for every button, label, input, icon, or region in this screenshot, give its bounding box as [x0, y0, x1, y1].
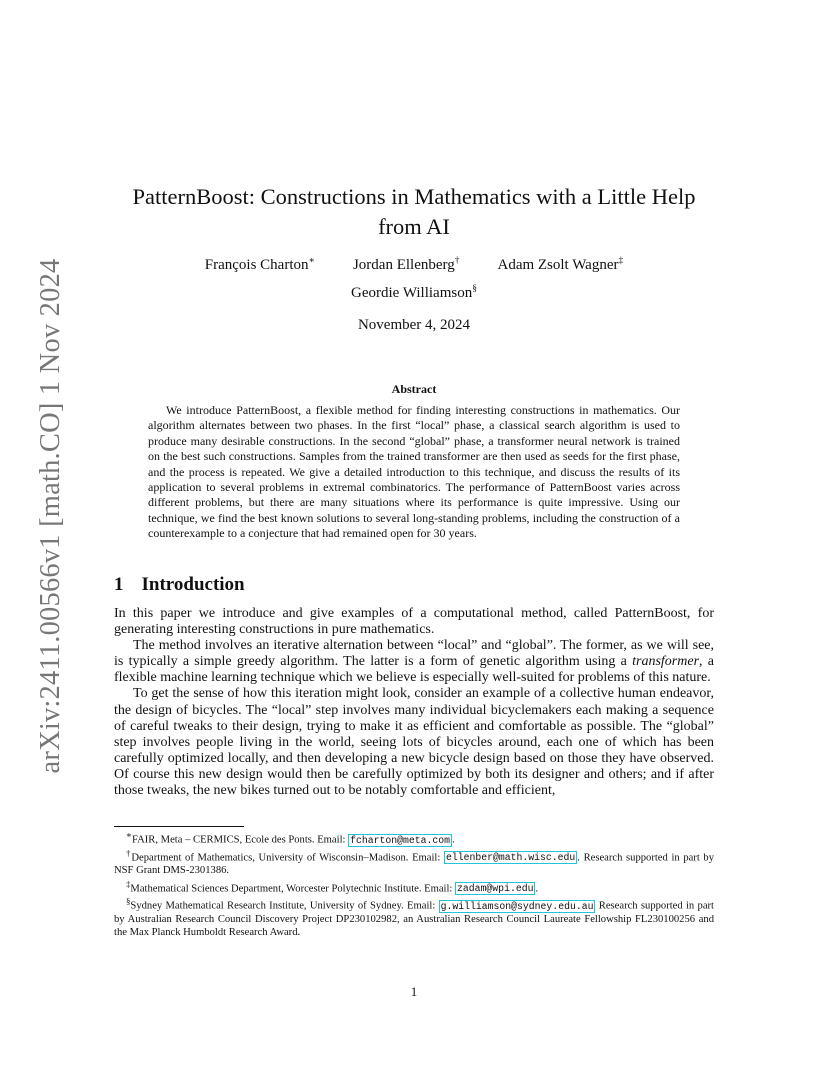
author-wagner: Adam Zsolt Wagner‡ [497, 256, 624, 273]
section-number: 1 [114, 574, 124, 595]
author-list [110, 257, 718, 274]
section-title: Introduction [141, 574, 245, 595]
emphasis-transformer: transformer [632, 654, 700, 670]
arxiv-identifier-sidebar: arXiv:2411.00566v1 [math.CO] 1 Nov 2024 [35, 258, 66, 774]
section-heading-introduction [114, 574, 245, 596]
email-link-charton[interactable]: fcharton@meta.com [350, 834, 451, 846]
paragraph-1: In this paper we introduce and give examples of a computational method, called PatternBoost, for generating interesting constructions in pure mathematics. [114, 606, 714, 638]
title-line-2: from AI [378, 214, 450, 239]
footnote-divider [114, 826, 244, 827]
author-williamson: Geordie Williamson§ [351, 284, 477, 301]
paper-title [110, 182, 718, 242]
page-number: 1 [410, 984, 418, 999]
email-link-williamson[interactable]: g.williamson@sydney.edu.au [440, 900, 594, 912]
footnote-charton: ∗FAIR, Meta – CERMICS, Ecole des Ponts. Email: fcharton@meta.com . [126, 830, 455, 846]
paragraph-3: To get the sense of how this iteration might look, consider an example of a collective human endeavor, the design of bicycles. The “local” step involves many individual bicyclemakers each making a sequence of careful tweaks to their design, trying to make it as efficient and comfortable as possible. The “global” step involves people living in the world, seeing lots of bicycles around, each one of which has been carefully optimized locally, and then developing a new bicycle design based on those they have observed. Of course this new design would then be carefully optimized by both its designer and others; and if after those tweaks, the new bikes turned out to be notably comfortable and efficient, [114, 686, 714, 799]
footnote-wagner: ‡Mathematical Sciences Department, Worcester Polytechnic Institute. Email: zadam@wpi.edu . [126, 878, 539, 895]
email-link-wagner[interactable]: zadam@wpi.edu [457, 883, 534, 895]
title-line-1: PatternBoost: Constructions in Mathematics with a Little Help [132, 184, 696, 209]
author-charton: François Charton∗ [204, 256, 315, 273]
footnote-williamson: §Sydney Mathematical Research Institute, University of Sydney. Email: g.williamson@sydney.edu.au Research supported in part by Australian Research Council Discovery Project DP230102982, an Australian Research Council Laureate Fellowship FL230100256 and the Max Planck Humboldt Research Award. [114, 896, 714, 939]
abstract-heading: Abstract [391, 382, 437, 396]
footnotes [114, 829, 714, 940]
abstract-text: We introduce PatternBoost, a flexible method for finding interesting constructions in mathematics. Our algorithm alternates between two phases. In the first “local” phase, a classical search algorithm is used to produce many desirable constructions. In the second “global” phase, a transformer neural network is trained on the best such constructions. Samples from the trained transformer are then used as seeds for the first phase, and the process is repeated. We give a detailed introduction to this technique, and discuss the results of its application to several problems in extremal combinatorics. The performance of PatternBoost varies across different problems, but there are many situations where its performance is quite impressive. Using our technique, we find the best known solutions to several long-standing problems, including the construction of a counterexample to a conjecture that had remained open for 30 years. [148, 403, 680, 541]
paragraph-2: The method involves an iterative alternation between “local” and “global”. The former, as we will see, is typically a simple greedy algorithm. The latter is a form of genetic algorithm using a transformer, a flexible machine learning technique which we believe is especially well-suited for problems of this nature. [114, 638, 715, 686]
email-link-ellenberg[interactable]: ellenber@math.wisc.edu [445, 852, 576, 864]
author-ellenberg: Jordan Ellenberg† [352, 256, 460, 273]
introduction-body [114, 606, 714, 799]
footnote-ellenberg: †Department of Mathematics, University of Wisconsin–Madison. Email: ellenber@math.wisc.edu . Research supported in part by NSF Grant DMS-2301386. [114, 847, 715, 877]
publication-date: November 4, 2024 [357, 317, 471, 333]
